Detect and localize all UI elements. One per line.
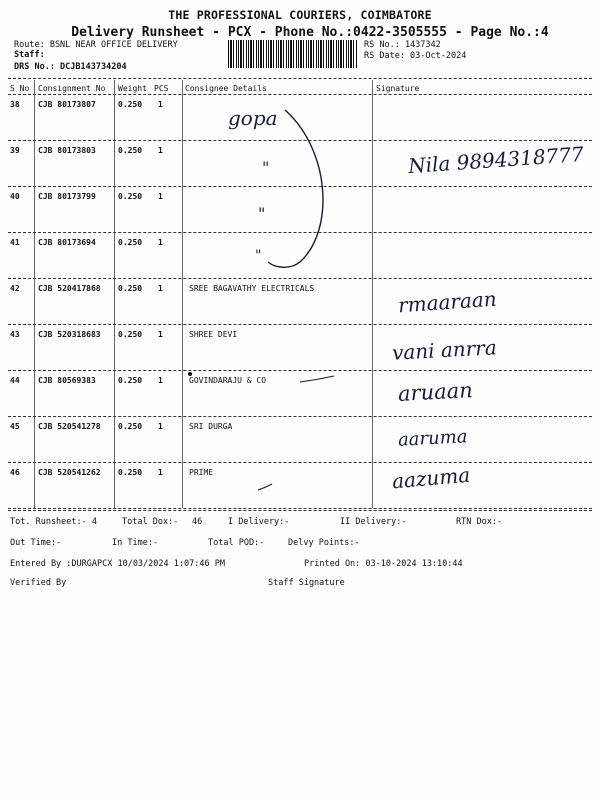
delvy-points-label: Delvy Points:- <box>288 538 360 548</box>
route-label: Route: BSNL NEAR OFFICE DELIVERY <box>14 40 178 50</box>
staff-signature-label: Staff Signature <box>268 578 345 588</box>
total-dox-label: Total Dox:- <box>122 517 179 527</box>
row-separator <box>8 508 592 509</box>
row-consignee: PRIME <box>189 468 214 477</box>
row-pcs: 1 <box>158 468 163 477</box>
table-bottom-rule <box>8 510 592 511</box>
row-separator <box>8 370 592 371</box>
out-time-label: Out Time:- <box>10 538 62 548</box>
total-dox-value: 46 <box>192 517 203 527</box>
row-weight: 0.250 <box>118 146 143 155</box>
rtn-dox-label: RTN Dox:- <box>456 517 503 527</box>
handwritten-note: gopa <box>228 106 278 130</box>
row-weight: 0.250 <box>118 468 143 477</box>
row-weight: 0.250 <box>118 284 143 293</box>
col-sno: S No <box>10 84 30 93</box>
col-weight: Weight <box>118 84 147 93</box>
drs-number: DRS No.: DCJB143734204 <box>14 62 127 72</box>
row-consignment-no: CJB 520318683 <box>38 330 101 339</box>
row-consignment-no: CJB 80173799 <box>38 192 96 201</box>
row-consignment-no: CJB 520541278 <box>38 422 101 431</box>
row-weight: 0.250 <box>118 192 143 201</box>
col-consignment: Consignment No <box>38 84 106 93</box>
rs-number: RS No.: 1437342 <box>364 40 441 50</box>
rs-date: RS Date: 03-Oct-2024 <box>364 51 467 61</box>
row-sno: 42 <box>10 284 20 293</box>
recipient-signature: Nila 9894318777 <box>407 141 585 179</box>
row-sno: 39 <box>10 146 20 155</box>
recipient-signature: vani anrra <box>391 335 498 365</box>
recipient-signature: aazuma <box>391 462 472 494</box>
staff-label: Staff: <box>14 50 45 60</box>
row-consignee: SRI DURGA <box>189 422 233 431</box>
row-separator <box>8 140 592 141</box>
row-pcs: 1 <box>158 422 163 431</box>
total-pod-label: Total POD:- <box>208 538 265 548</box>
row-consignment-no: CJB 520541262 <box>38 468 101 477</box>
col-signature: Signature <box>376 84 420 93</box>
row-weight: 0.250 <box>118 376 143 385</box>
header-bottom-rule <box>8 94 592 95</box>
row-pcs: 1 <box>158 100 163 109</box>
verified-by-label: Verified By <box>10 578 67 588</box>
row-consignee: GOVINDARAJU & CO <box>189 376 267 385</box>
row-weight: 0.250 <box>118 238 143 247</box>
row-sno: 44 <box>10 376 20 385</box>
company-title: THE PROFESSIONAL COURIERS, COIMBATORE <box>168 8 432 22</box>
row-consignment-no: CJB 80173803 <box>38 146 96 155</box>
row-pcs: 1 <box>158 284 163 293</box>
row-consignment-no: CJB 80173807 <box>38 100 96 109</box>
col-divider <box>114 80 115 508</box>
col-consignee: Consignee Details <box>185 84 267 93</box>
row-pcs: 1 <box>158 192 163 201</box>
row-sno: 41 <box>10 238 20 247</box>
row-weight: 0.250 <box>118 100 143 109</box>
row-separator <box>8 186 592 187</box>
row-consignee: SREE BAGAVATHY ELECTRICALS <box>189 284 315 293</box>
row-pcs: 1 <box>158 376 163 385</box>
ii-delivery-label: II Delivery:- <box>340 517 407 527</box>
row-sno: 43 <box>10 330 20 339</box>
recipient-signature: aruaan <box>397 378 474 406</box>
row-pcs: 1 <box>158 330 163 339</box>
handwritten-note: " <box>258 204 266 223</box>
recipient-signature: aaruma <box>397 426 468 451</box>
in-time-label: In Time:- <box>112 538 159 548</box>
recipient-signature: rmaaraan <box>397 286 498 318</box>
runsheet-subtitle: Delivery Runsheet - PCX - Phone No.:0422-3505555 - Page No.:4 <box>71 25 549 40</box>
row-pcs: 1 <box>158 146 163 155</box>
col-pcs: PCS <box>154 84 169 93</box>
barcode-image <box>228 40 358 68</box>
header-top-rule <box>8 78 592 79</box>
row-separator <box>8 416 592 417</box>
handwritten-note: " <box>255 248 262 264</box>
col-divider <box>182 80 183 508</box>
row-consignee: SHREE DEVI <box>189 330 238 339</box>
row-consignment-no: CJB 80173694 <box>38 238 96 247</box>
row-sno: 45 <box>10 422 20 431</box>
row-consignment-no: CJB 80569383 <box>38 376 96 385</box>
row-sno: 38 <box>10 100 20 109</box>
col-divider <box>34 80 35 508</box>
row-separator <box>8 278 592 279</box>
entered-by: Entered By :DURGAPCX 10/03/2024 1:07:46 PM <box>10 559 225 569</box>
row-weight: 0.250 <box>118 330 143 339</box>
printed-on: Printed On: 03-10-2024 13:10:44 <box>304 559 463 569</box>
row-separator <box>8 232 592 233</box>
row-sno: 40 <box>10 192 20 201</box>
col-divider <box>372 80 373 508</box>
row-pcs: 1 <box>158 238 163 247</box>
row-separator <box>8 462 592 463</box>
row-consignment-no: CJB 520417868 <box>38 284 101 293</box>
i-delivery-label: I Delivery:- <box>228 517 290 527</box>
tot-runsheet: Tot. Runsheet:- 4 <box>10 517 97 527</box>
handwritten-note: " <box>262 158 270 177</box>
row-weight: 0.250 <box>118 422 143 431</box>
row-separator <box>8 324 592 325</box>
row-sno: 46 <box>10 468 20 477</box>
